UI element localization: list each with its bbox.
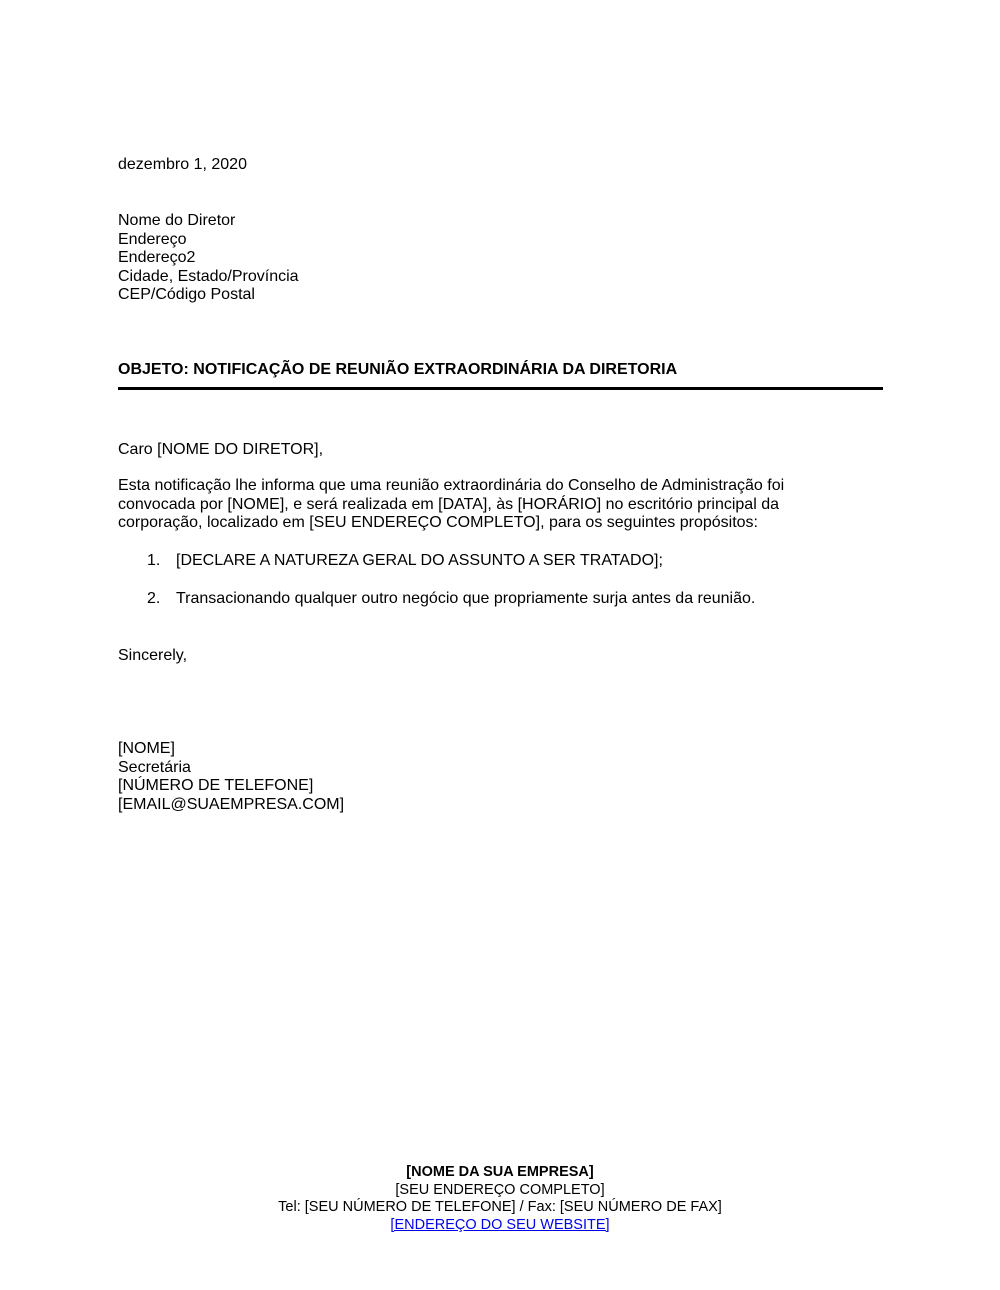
list-item xyxy=(147,552,663,571)
footer-contact: Tel: [SEU NÚMERO DE TELEFONE] / Fax: [SEU NÚMERO DE FAX] xyxy=(278,1199,722,1215)
list-text: [DECLARE A NATUREZA GERAL DO ASSUNTO A SER TRATADO]; xyxy=(176,552,663,569)
list-number: 2. xyxy=(147,590,161,607)
recipient-city-state: Cidade, Estado/Província xyxy=(118,267,299,285)
signature-title: Secretária xyxy=(118,758,191,776)
recipient-postal: CEP/Código Postal xyxy=(118,286,255,303)
subject-divider xyxy=(118,387,883,390)
letter-date: dezembro 1, 2020 xyxy=(118,156,247,173)
body-line: convocada por [NOME], e será realizada em [DATA], às [HORÁRIO] no escritório principal da xyxy=(118,495,779,513)
list-number: 1. xyxy=(147,552,161,569)
footer-address: [SEU ENDEREÇO COMPLETO] xyxy=(395,1181,605,1198)
recipient-name: Nome do Diretor xyxy=(118,212,236,229)
closing: Sincerely, xyxy=(118,647,188,664)
recipient-address xyxy=(118,212,299,305)
list-item xyxy=(147,590,755,609)
signature-name: [NOME] xyxy=(118,740,175,757)
list-text: Transacionando qualquer outro negócio que propriamente surja antes da reunião. xyxy=(176,590,756,607)
footer-company-name: [NOME DA SUA EMPRESA] xyxy=(406,1164,594,1180)
signature-email: [EMAIL@SUAEMPRESA.COM] xyxy=(118,795,345,813)
recipient-address2: Endereço2 xyxy=(118,249,196,266)
recipient-address1: Endereço xyxy=(118,230,187,248)
body-line: Esta notificação lhe informa que uma reunião extraordinária do Conselho de Administração foi xyxy=(118,477,785,494)
footer-website-link[interactable]: [ENDEREÇO DO SEU WEBSITE] xyxy=(390,1216,610,1233)
signature-phone: [NÚMERO DE TELEFONE] xyxy=(118,777,314,794)
body-line: corporação, localizado em [SEU ENDEREÇO COMPLETO], para os seguintes propósitos: xyxy=(118,514,758,531)
salutation: Caro [NOME DO DIRETOR], xyxy=(118,441,324,458)
body-paragraph xyxy=(118,477,808,533)
signature-block xyxy=(118,740,344,814)
subject-line: OBJETO: NOTIFICAÇÃO DE REUNIÃO EXTRAORDINÁRIA DA DIRETORIA xyxy=(118,361,678,378)
company-footer xyxy=(0,1164,1000,1234)
